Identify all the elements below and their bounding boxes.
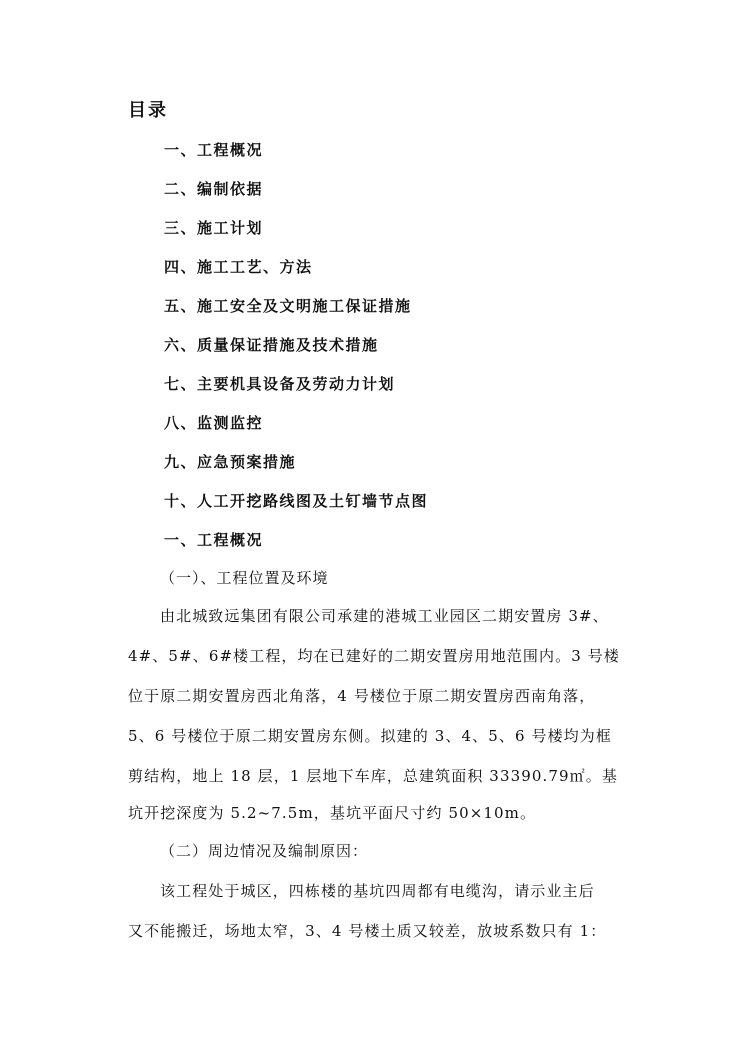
toc-item-8: 八、监测监控 (164, 414, 264, 432)
toc-item-7: 七、主要机具设备及劳动力计划 (164, 375, 396, 393)
toc-item-3: 三、施工计划 (164, 219, 264, 237)
subsection-heading-surroundings: （二）周边情况及编制原因： (160, 842, 369, 860)
paragraph-line: 又不能搬迁，场地太窄，3、4 号楼土质又较差，放坡系数只有 1： (128, 922, 607, 940)
toc-item-4: 四、施工工艺、方法 (164, 258, 313, 276)
toc-item-9: 九、应急预案措施 (164, 453, 297, 471)
paragraph-line: 4#、5#、6#楼工程，均在已建好的二期安置房用地范围内。3 号楼 (128, 647, 620, 665)
toc-title: 目录 (128, 100, 168, 121)
toc-item-10: 十、人工开挖路线图及土钉墙节点图 (164, 492, 429, 510)
section-heading: 一、工程概况 (164, 531, 264, 549)
paragraph-line: 由北城致远集团有限公司承建的港城工业园区二期安置房 3#、 (160, 607, 609, 625)
toc-item-1: 一、工程概况 (164, 141, 264, 159)
paragraph-line: 坑开挖深度为 5.2~7.5m，基坑平面尺寸约 50×10m。 (128, 804, 537, 822)
paragraph-line: 剪结构，地上 18 层，1 层地下车库，总建筑面积 33390.79㎡。基 (128, 767, 618, 785)
toc-item-6: 六、质量保证措施及技术措施 (164, 336, 379, 354)
paragraph-line: 5、6 号楼位于原二期安置房东侧。拟建的 3、4、5、6 号楼均为框 (128, 727, 612, 745)
paragraph-line: 位于原二期安置房西北角落，4 号楼位于原二期安置房西南角落， (128, 687, 596, 705)
toc-item-2: 二、编制依据 (164, 180, 264, 198)
paragraph-line: 该工程处于城区，四栋楼的基坑四周都有电缆沟，请示业主后 (160, 882, 595, 900)
subsection-heading-location: （一）、工程位置及环境 (160, 569, 329, 587)
toc-item-5: 五、施工安全及文明施工保证措施 (164, 297, 412, 315)
